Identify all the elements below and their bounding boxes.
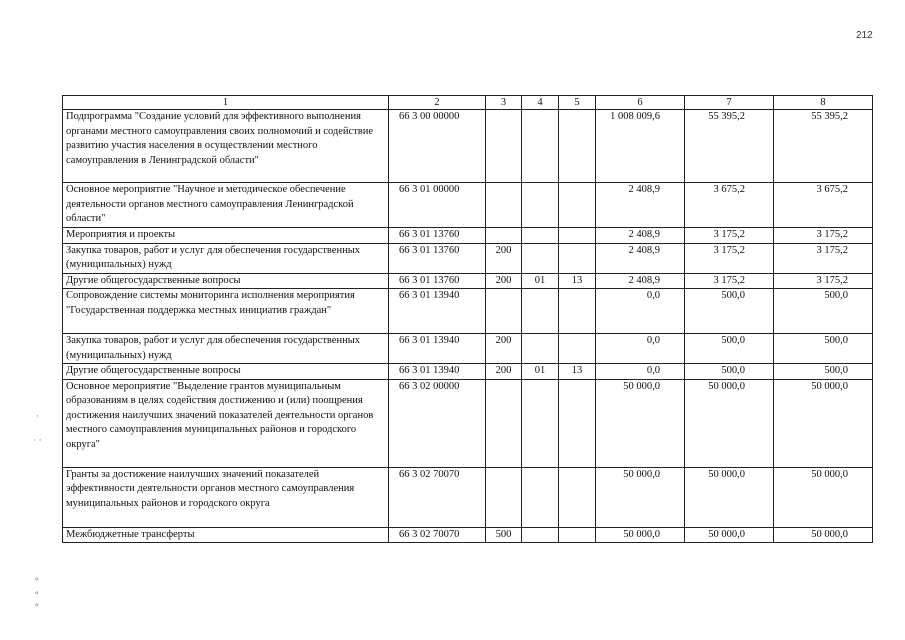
row-code: 66 3 01 00000 <box>389 183 486 228</box>
row-amount-8: 50 000,0 <box>774 379 873 467</box>
row-section <box>522 527 559 543</box>
row-amount-6: 50 000,0 <box>596 527 685 543</box>
row-amount-7: 50 000,0 <box>685 467 774 527</box>
row-amount-8: 3 175,2 <box>774 228 873 244</box>
row-section <box>522 183 559 228</box>
row-amount-8: 3 175,2 <box>774 273 873 289</box>
row-amount-7: 50 000,0 <box>685 379 774 467</box>
row-name: Закупка товаров, работ и услуг для обеспечения государственных (муниципальных) нужд <box>63 334 389 364</box>
row-code: 66 3 01 13760 <box>389 243 486 273</box>
row-subsection <box>559 228 596 244</box>
row-amount-6: 50 000,0 <box>596 379 685 467</box>
row-subsection: 13 <box>559 273 596 289</box>
row-amount-6: 50 000,0 <box>596 467 685 527</box>
row-code: 66 3 01 13940 <box>389 334 486 364</box>
row-code: 66 3 02 70070 <box>389 527 486 543</box>
row-subsection <box>559 334 596 364</box>
table-row <box>63 243 873 273</box>
table-row <box>63 527 873 543</box>
row-subsection: 13 <box>559 364 596 380</box>
table-row <box>63 467 873 527</box>
row-amount-7: 500,0 <box>685 289 774 334</box>
row-amount-7: 500,0 <box>685 334 774 364</box>
column-header: 3 <box>486 96 522 110</box>
row-code: 66 3 01 13760 <box>389 228 486 244</box>
row-name: Другие общегосударственные вопросы <box>63 364 389 380</box>
row-section <box>522 379 559 467</box>
scan-artifact: ∘ <box>30 590 41 596</box>
row-amount-7: 3 175,2 <box>685 273 774 289</box>
row-amount-8: 3 675,2 <box>774 183 873 228</box>
row-amount-6: 0,0 <box>596 289 685 334</box>
row-expense-type <box>486 379 522 467</box>
row-expense-type <box>486 110 522 183</box>
row-amount-8: 500,0 <box>774 364 873 380</box>
page-number: 212 <box>856 30 873 41</box>
row-subsection <box>559 183 596 228</box>
table-row <box>63 110 873 183</box>
column-header: 8 <box>774 96 873 110</box>
row-subsection <box>559 527 596 543</box>
row-expense-type: 200 <box>486 273 522 289</box>
table-header-row <box>63 96 873 110</box>
row-section <box>522 243 559 273</box>
table-row <box>63 364 873 380</box>
row-name: Основное мероприятие "Научное и методическое обеспечение деятельности органов местного самоуправления Ленинградской области" <box>63 183 389 228</box>
row-expense-type <box>486 183 522 228</box>
row-code: 66 3 00 00000 <box>389 110 486 183</box>
row-subsection <box>559 243 596 273</box>
row-amount-6: 0,0 <box>596 334 685 364</box>
table-row <box>63 228 873 244</box>
table-row <box>63 334 873 364</box>
row-amount-7: 3 175,2 <box>685 228 774 244</box>
column-header: 1 <box>63 96 389 110</box>
column-header: 7 <box>685 96 774 110</box>
row-amount-6: 2 408,9 <box>596 243 685 273</box>
row-amount-8: 50 000,0 <box>774 527 873 543</box>
scan-artifact: · · <box>33 436 42 446</box>
row-expense-type <box>486 228 522 244</box>
row-amount-8: 500,0 <box>774 334 873 364</box>
row-subsection <box>559 289 596 334</box>
row-amount-7: 55 395,2 <box>685 110 774 183</box>
row-name: Мероприятия и проекты <box>63 228 389 244</box>
scan-artifact: ∘ <box>30 602 41 608</box>
row-name: Закупка товаров, работ и услуг для обеспечения государственных (муниципальных) нужд <box>63 243 389 273</box>
row-section: 01 <box>522 364 559 380</box>
scan-artifact: · <box>36 412 39 422</box>
row-amount-7: 50 000,0 <box>685 527 774 543</box>
row-amount-8: 3 175,2 <box>774 243 873 273</box>
row-expense-type: 200 <box>486 364 522 380</box>
row-amount-8: 55 395,2 <box>774 110 873 183</box>
scan-artifact: ∘ <box>30 576 41 582</box>
row-expense-type: 200 <box>486 243 522 273</box>
row-name: Другие общегосударственные вопросы <box>63 273 389 289</box>
row-code: 66 3 01 13940 <box>389 364 486 380</box>
row-amount-6: 2 408,9 <box>596 228 685 244</box>
row-subsection <box>559 379 596 467</box>
row-amount-7: 3 675,2 <box>685 183 774 228</box>
column-header: 5 <box>559 96 596 110</box>
row-amount-7: 500,0 <box>685 364 774 380</box>
row-section <box>522 228 559 244</box>
table-row <box>63 273 873 289</box>
table-row <box>63 289 873 334</box>
row-amount-7: 3 175,2 <box>685 243 774 273</box>
column-header: 2 <box>389 96 486 110</box>
row-amount-6: 2 408,9 <box>596 273 685 289</box>
row-name: Межбюджетные трансферты <box>63 527 389 543</box>
row-amount-8: 50 000,0 <box>774 467 873 527</box>
table-row <box>63 183 873 228</box>
row-expense-type <box>486 467 522 527</box>
row-subsection <box>559 110 596 183</box>
row-amount-6: 2 408,9 <box>596 183 685 228</box>
row-name: Гранты за достижение наилучших значений показателей эффективности деятельности органов местного самоуправления муниципальных районов и городского округа <box>63 467 389 527</box>
row-name: Подпрограмма "Создание условий для эффективного выполнения органами местного самоуправления своих полномочий и содействие развитию участия населения в осуществлении местного самоуправления в Ленинградской области" <box>63 110 389 183</box>
row-subsection <box>559 467 596 527</box>
row-expense-type: 500 <box>486 527 522 543</box>
row-name: Основное мероприятие "Выделение грантов муниципальным образованиям в целях содействия достижению и (или) поощрения достижения наилучших значений показателей деятельности органов местного самоуправления муниципальных районов и городского округа" <box>63 379 389 467</box>
row-section <box>522 467 559 527</box>
column-header: 6 <box>596 96 685 110</box>
row-expense-type <box>486 289 522 334</box>
row-name: Сопровождение системы мониторинга исполнения мероприятия "Государственная поддержка местных инициатив граждан" <box>63 289 389 334</box>
row-amount-8: 500,0 <box>774 289 873 334</box>
row-amount-6: 1 008 009,6 <box>596 110 685 183</box>
row-section <box>522 334 559 364</box>
row-section <box>522 110 559 183</box>
row-expense-type: 200 <box>486 334 522 364</box>
row-code: 66 3 01 13760 <box>389 273 486 289</box>
row-code: 66 3 02 70070 <box>389 467 486 527</box>
row-section: 01 <box>522 273 559 289</box>
row-code: 66 3 02 00000 <box>389 379 486 467</box>
table-row <box>63 379 873 467</box>
budget-table <box>62 95 873 543</box>
row-amount-6: 0,0 <box>596 364 685 380</box>
column-header: 4 <box>522 96 559 110</box>
row-code: 66 3 01 13940 <box>389 289 486 334</box>
row-section <box>522 289 559 334</box>
